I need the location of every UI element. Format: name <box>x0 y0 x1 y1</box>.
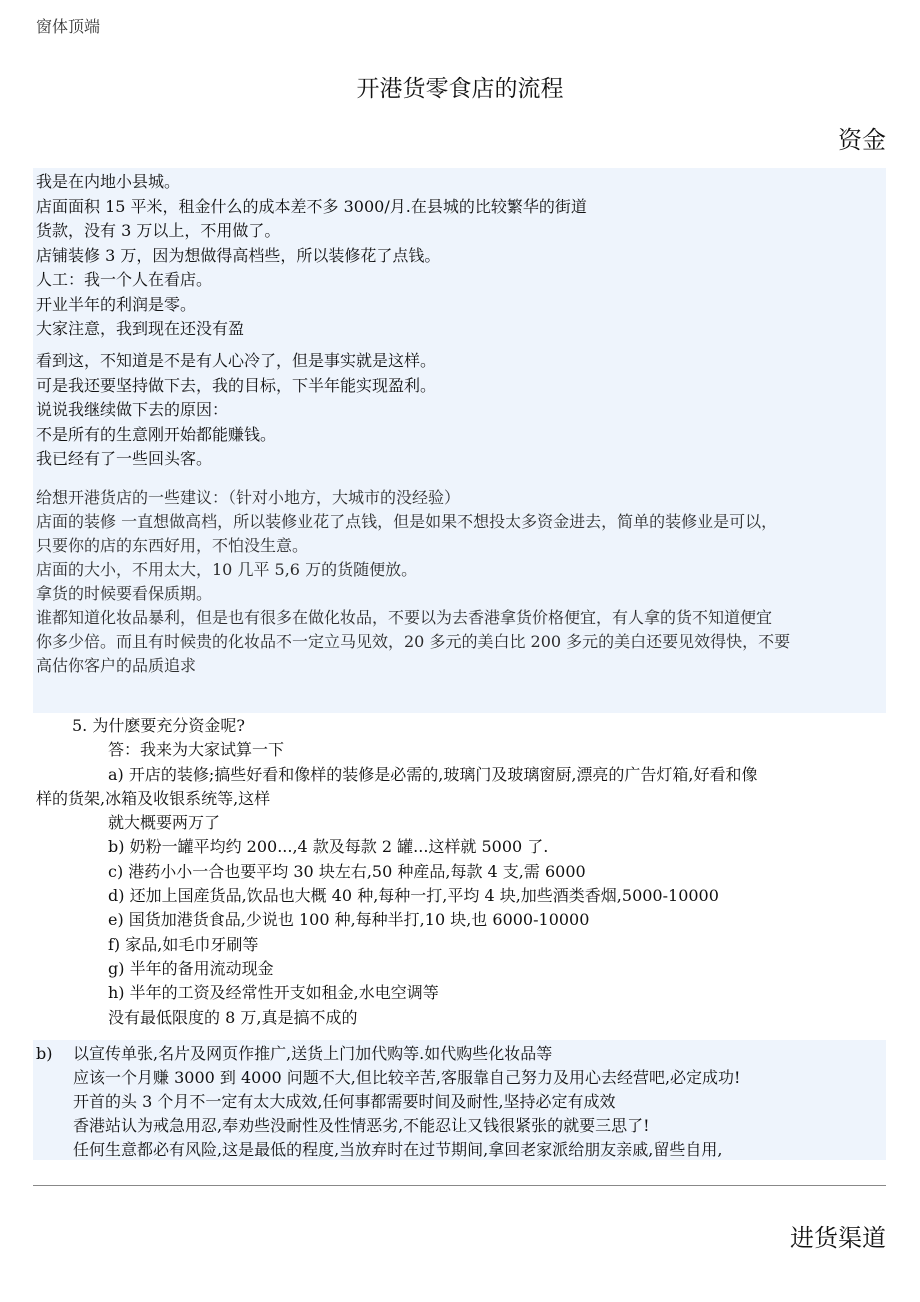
list-item-continuation: 样的货架,冰箱及收银系统等,这样 <box>36 788 271 808</box>
text-line: 拿货的时候要看保质期。 <box>36 584 213 603</box>
horizontal-rule <box>33 1185 886 1186</box>
list-item: c) 港药小小一合也要平均 30 块左右,50 种産品,每款 4 支,需 6000 <box>108 861 586 881</box>
paragraph-reasons <box>36 349 886 472</box>
text-line: 我是在内地小县城。 <box>36 172 181 191</box>
list-item: b) 奶粉一罐平均约 200...,4 款及每款 2 罐...这样就 5000 了. <box>108 837 549 857</box>
text-line: 高估你客户的品质追求 <box>36 656 197 675</box>
list-item: g) 半年的备用流动现金 <box>108 958 274 978</box>
text-line: 只要你的店的东西好用，不怕没生意。 <box>36 536 309 555</box>
paragraph-intro <box>36 170 886 342</box>
text-line: 你多少倍。而且有时候贵的化妆品不一定立马见效，20 多元的美白比 200 多元的美白还要见效得快，不要 <box>36 632 791 651</box>
text-line: 我已经有了一些回头客。 <box>36 449 213 468</box>
text-line: 开首的头 3 个月不一定有太大成效,任何事都需要时间及耐性,坚持必定有成效 <box>73 1092 616 1111</box>
funds-calculation-list <box>36 714 886 1030</box>
text-line: 人工：我一个人在看店。 <box>36 270 213 289</box>
text-line: 可是我还要坚持做下去，我的目标，下半年能实现盈利。 <box>36 375 437 395</box>
section-heading-funds: 资金 <box>838 126 886 154</box>
list-item: f) 家品,如毛巾牙刷等 <box>108 934 259 954</box>
text-line: 不是所有的生意刚开始都能赚钱。 <box>36 424 277 444</box>
experience-block <box>33 168 886 713</box>
text-line: 看到这，不知道是不是有人心冷了，但是事实就是这样。 <box>36 351 437 370</box>
text-line: 给想开港货店的一些建议：（针对小地方，大城市的没经验） <box>36 488 461 507</box>
list-marker: b) <box>36 1044 53 1063</box>
paragraph-advice <box>36 486 886 678</box>
question-line: 5. 为什麽要充分资金呢? <box>72 716 245 735</box>
list-item: e) 国货加港货食品,少说也 100 种,每种半打,10 块,也 6000-10000 <box>108 910 590 930</box>
answer-line: 答：我来为大家试算一下 <box>108 740 285 760</box>
document-title: 开港货零食店的流程 <box>356 76 564 102</box>
text-line: 店面面积 15 平米，租金什么的成本差不多 3000/月.在县城的比较繁华的街道 <box>36 196 587 216</box>
form-top-marker: 窗体顶端 <box>36 17 101 36</box>
text-line: 店铺装修 3 万，因为想做得高档些，所以装修花了点钱。 <box>36 245 441 265</box>
text-line: 大家注意，我到现在还没有盈 <box>36 319 245 338</box>
text-line: 任何生意都必有风险,这是最低的程度,当放弃时在过节期间,拿回老家派给朋友亲戚,留些自用, <box>73 1140 723 1159</box>
text-line: 香港站认为戒急用忍,奉劝些没耐性及性情恶劣,不能忍让又钱很紧张的就要三思了! <box>73 1116 650 1135</box>
text-line: 店面的装修 一直想做高档，所以装修业花了点钱，但是如果不想投太多资金进去，简单的装修业是可以， <box>36 512 778 531</box>
conclusion-line: 没有最低限度的 8 万,真是搞不成的 <box>108 1007 358 1027</box>
list-item: a) 开店的装修;搞些好看和像样的装修是必需的,玻璃门及玻璃窗厨,漂亮的广告灯箱,好看和像 <box>108 764 758 784</box>
text-line: 谁都知道化妆品暴利，但是也有很多在做化妆品，不要以为去香港拿货价格便宜，有人拿的货不知道便宜 <box>36 608 773 627</box>
list-item: d) 还加上国産货品,饮品也大概 40 种,每种一打,平均 4 块,加些酒类香烟,5000-10000 <box>108 886 719 906</box>
section-heading-purchase-channels: 进货渠道 <box>790 1224 886 1252</box>
text-line: 店面的大小，不用太大，10 几平 5,6 万的货随便放。 <box>36 560 418 579</box>
text-line: 说说我继续做下去的原因： <box>36 400 229 419</box>
text-line: 货款，没有 3 万以上，不用做了。 <box>36 221 281 240</box>
text-line: 应该一个月赚 3000 到 4000 问题不大,但比较辛苦,客服靠自己努力及用心去经营吧,必定成功! <box>73 1068 741 1087</box>
promotion-block <box>33 1040 886 1160</box>
text-line: 以宣传单张,名片及网页作推广,送货上门加代购等.如代购些化妆品等 <box>73 1044 553 1063</box>
list-item: h) 半年的工资及经常性开支如租金,水电空调等 <box>108 983 439 1003</box>
text-line: 开业半年的利润是零。 <box>36 294 197 314</box>
list-item-continuation: 就大概要两万了 <box>108 813 221 833</box>
